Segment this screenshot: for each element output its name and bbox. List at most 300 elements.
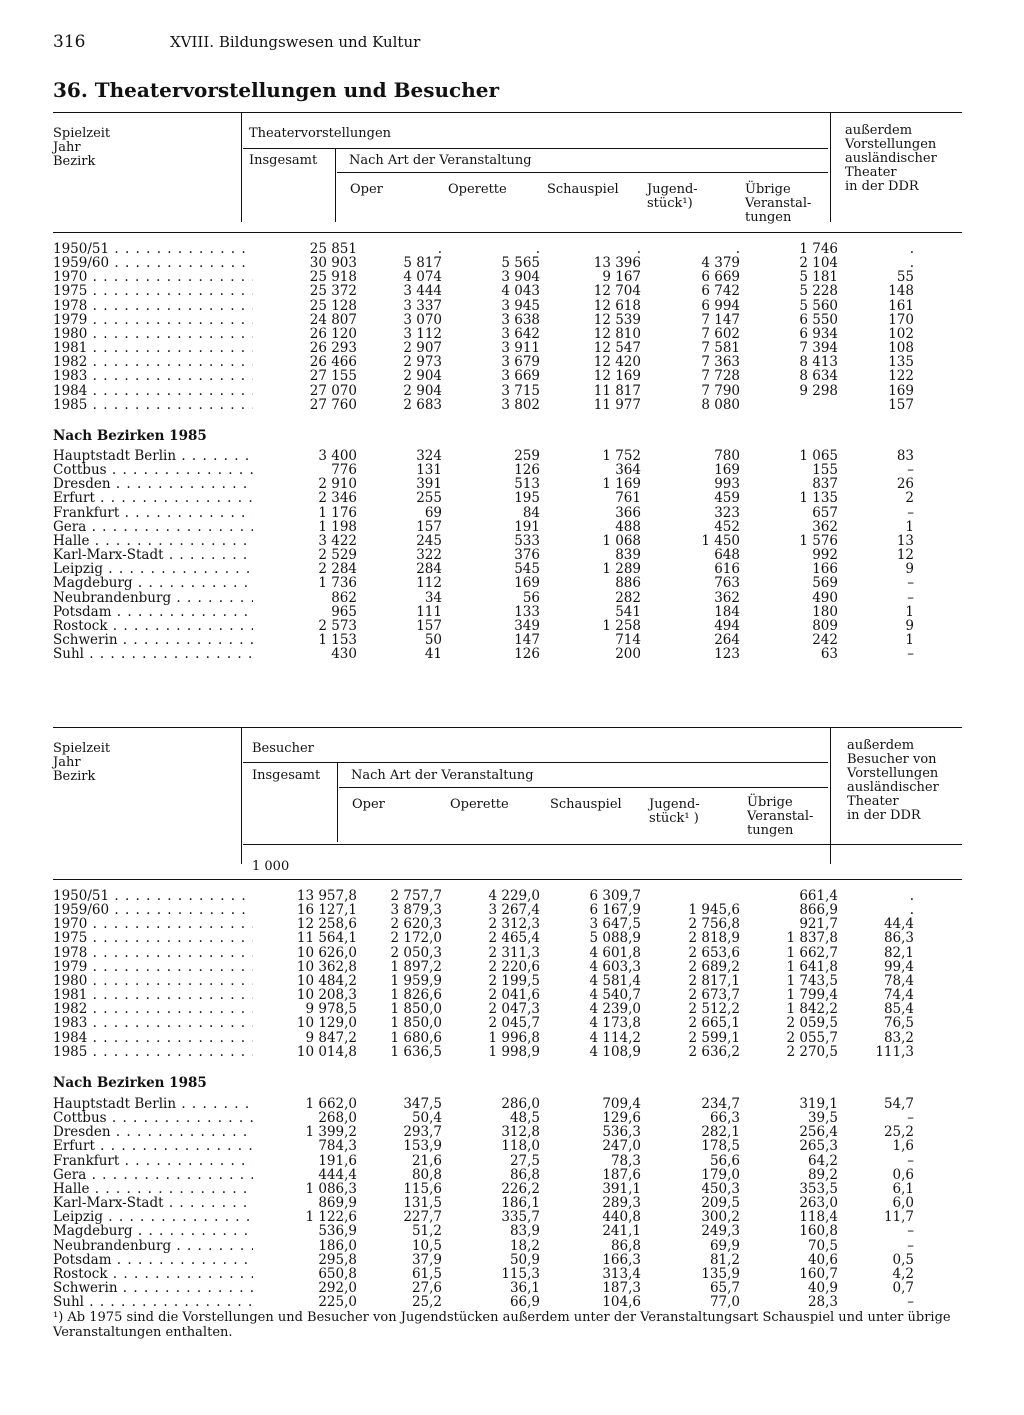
cell-value: 7 147	[701, 311, 740, 328]
cell-value: .	[735, 241, 740, 257]
cell-value: –	[907, 504, 914, 521]
cell-value: 1 153	[318, 631, 357, 648]
section-bezirke-1985: Nach Bezirken 1985	[53, 428, 207, 444]
table-row	[53, 917, 962, 931]
cell-value: 5 560	[799, 297, 838, 314]
cell-value: 0,7	[892, 1279, 914, 1296]
row-label: 1981 . . .	[53, 988, 253, 1002]
cell-value: 2 599,1	[688, 1029, 740, 1046]
cell-value: 10 208,3	[296, 987, 357, 1004]
cell-value: 3 879,3	[390, 902, 442, 919]
cell-value: 3 911	[501, 340, 540, 357]
cell-value: 187,3	[602, 1279, 641, 1296]
cell-value: 83,9	[509, 1223, 540, 1240]
cell-value: 459	[714, 490, 740, 507]
table-row	[53, 1139, 962, 1153]
cell-value: 77,0	[709, 1294, 740, 1311]
row-label: Suhl . . .	[53, 1295, 253, 1309]
cell-value: .	[909, 255, 914, 272]
cell-value: 366	[615, 504, 641, 521]
header-operette: Operette	[448, 182, 507, 197]
row-label: 1950/51 . . .	[53, 242, 253, 256]
cell-value: 2 312,3	[488, 916, 540, 933]
row-label: Neubrandenburg . . .	[53, 1239, 253, 1253]
cell-value: 709,4	[602, 1096, 641, 1112]
table-row	[53, 284, 962, 298]
cell-value: 1,6	[892, 1138, 914, 1155]
cell-value: 430	[331, 646, 357, 663]
cell-value: 69	[424, 504, 442, 521]
cell-value: 763	[714, 575, 740, 592]
cell-value: –	[907, 646, 914, 663]
cell-value: 264	[714, 631, 740, 648]
table-row	[53, 384, 962, 398]
cell-value: 226,2	[501, 1180, 540, 1197]
cell-value: 5 565	[501, 255, 540, 272]
cell-value: 784,3	[318, 1138, 357, 1155]
table-row	[53, 506, 962, 520]
cell-value: 157	[416, 518, 442, 535]
cell-value: 3 267,4	[488, 902, 540, 919]
cell-value: 450,3	[701, 1180, 740, 1197]
cell-value: 25 851	[309, 241, 357, 257]
cell-value: 249,3	[701, 1223, 740, 1240]
cell-value: 2 199,5	[488, 972, 540, 989]
section-bezirke-1985: Nach Bezirken 1985	[53, 1075, 207, 1091]
chapter-heading: XVIII. Bildungswesen und Kultur	[170, 33, 421, 51]
cell-value: 8 413	[799, 354, 838, 371]
cell-value: 1 959,9	[390, 972, 442, 989]
table-row	[53, 327, 962, 341]
cell-value: 56	[522, 589, 540, 606]
table-row	[53, 647, 962, 661]
cell-value: 809	[812, 617, 838, 634]
cell-value: 2 673,7	[688, 987, 740, 1004]
header-oper: Oper	[352, 797, 385, 812]
row-label: Potsdam . . .	[53, 1253, 253, 1267]
cell-value: 3 802	[501, 396, 540, 413]
cell-value: 3 679	[501, 354, 540, 371]
cell-value: 25 372	[309, 283, 357, 300]
row-label: Karl-Marx-Stadt . . .	[53, 1196, 253, 1210]
cell-value: 1 837,8	[786, 930, 838, 947]
row-label: Cottbus . . .	[53, 1111, 253, 1125]
cell-value: 1	[905, 631, 914, 648]
cell-value: 26 466	[309, 354, 357, 371]
row-label: Leipzig . . .	[53, 1210, 253, 1224]
row-label: 1979 . . .	[53, 313, 253, 327]
cell-value: 2 910	[318, 476, 357, 493]
cell-value: 209,5	[701, 1195, 740, 1212]
cell-value: 2 270,5	[786, 1043, 838, 1060]
cell-value: 3 337	[403, 297, 442, 314]
cell-value: 4 581,4	[589, 972, 641, 989]
cell-value: 74,4	[883, 987, 914, 1004]
cell-value: 85,4	[883, 1001, 914, 1018]
cell-value: 265,3	[799, 1138, 838, 1155]
cell-value: 41	[424, 646, 442, 663]
row-label: 1982 . . .	[53, 355, 253, 369]
cell-value: 1 752	[602, 448, 641, 464]
row-label: 1978 . . .	[53, 946, 253, 960]
cell-value: 1 636,5	[390, 1043, 442, 1060]
table-row	[53, 341, 962, 355]
cell-value: 186,0	[318, 1237, 357, 1254]
header-schauspiel: Schauspiel	[547, 182, 619, 197]
cell-value: 268,0	[318, 1110, 357, 1127]
cell-value: 135,9	[701, 1265, 740, 1282]
row-label: 1982 . . .	[53, 1002, 253, 1016]
cell-value: 69,9	[709, 1237, 740, 1254]
cell-value: 1 068	[602, 532, 641, 549]
row-label: Rostock . . .	[53, 619, 253, 633]
cell-value: 776	[331, 462, 357, 479]
cell-value: 3 647,5	[589, 916, 641, 933]
header-auslaendische: außerdem Besucher von Vorstellungen ausländischer Theater in der DDR	[847, 738, 939, 823]
cell-value: 8 634	[799, 368, 838, 385]
cell-value: 126	[514, 646, 540, 663]
table-row	[53, 591, 962, 605]
cell-value: 61,5	[411, 1265, 442, 1282]
row-label: 1975 . . .	[53, 931, 253, 945]
cell-value: 1 746	[799, 241, 838, 257]
cell-value: 4 229,0	[488, 888, 540, 904]
cell-value: 1 662,7	[786, 944, 838, 961]
cell-value: 1 641,8	[786, 958, 838, 975]
table-row	[53, 1111, 962, 1125]
cell-value: 7 363	[701, 354, 740, 371]
row-label: 1975 . . .	[53, 284, 253, 298]
cell-value: 7 581	[701, 340, 740, 357]
table-row	[53, 1210, 962, 1224]
row-label: 1978 . . .	[53, 299, 253, 313]
cell-value: 1 169	[602, 476, 641, 493]
header-jugendstueck: Jugend- stück¹)	[647, 182, 698, 211]
cell-value: 2 689,2	[688, 958, 740, 975]
table-row	[53, 946, 962, 960]
cell-value: 86,3	[883, 930, 914, 947]
cell-value: 1 576	[799, 532, 838, 549]
cell-value: 256,4	[799, 1124, 838, 1141]
cell-value: 225,0	[318, 1294, 357, 1311]
table-row	[53, 931, 962, 945]
table-row	[53, 491, 962, 505]
cell-value: 13 396	[593, 255, 641, 272]
cell-value: 112	[416, 575, 442, 592]
cell-value: 153,9	[403, 1138, 442, 1155]
cell-value: 26 120	[309, 325, 357, 342]
cell-value: 6 669	[701, 269, 740, 286]
cell-value: 25 918	[309, 269, 357, 286]
table-row	[53, 1125, 962, 1139]
cell-value: 13 957,8	[296, 888, 357, 904]
row-label: Potsdam . . .	[53, 605, 253, 619]
table-row	[53, 299, 962, 313]
cell-value: 661,4	[799, 888, 838, 904]
cell-value: 1 135	[799, 490, 838, 507]
cell-value: 54,7	[883, 1096, 914, 1112]
cell-value: 282,1	[701, 1124, 740, 1141]
row-label: Leipzig . . .	[53, 562, 253, 576]
cell-value: .	[909, 241, 914, 257]
cell-value: 2 683	[403, 396, 442, 413]
cell-value: 39,5	[807, 1110, 838, 1127]
cell-value: 2 757,7	[390, 888, 442, 904]
cell-value: 1 799,4	[786, 987, 838, 1004]
cell-value: 1 996,8	[488, 1029, 540, 1046]
cell-value: 362	[714, 589, 740, 606]
row-label: Magdeburg . . .	[53, 1224, 253, 1238]
row-label: 1980 . . .	[53, 974, 253, 988]
cell-value: 50	[424, 631, 442, 648]
cell-value: 862	[331, 589, 357, 606]
cell-value: 34	[424, 589, 442, 606]
cell-value: 0,5	[892, 1251, 914, 1268]
footnote: ¹) Ab 1975 sind die Vorstellungen und Besucher von Jugendstücken außerdem unter der Veranstaltungsart Schauspiel und unter übrige Veranstaltungen enthalten.	[53, 1310, 951, 1340]
table-row	[53, 1182, 962, 1196]
table-row	[53, 256, 962, 270]
cell-value: 187,6	[602, 1166, 641, 1183]
cell-value: .	[636, 241, 641, 257]
cell-value: 44,4	[883, 916, 914, 933]
cell-value: 2 818,9	[688, 930, 740, 947]
row-label: Dresden . . .	[53, 1125, 253, 1139]
cell-value: 4 074	[403, 269, 442, 286]
cell-value: 2 620,3	[390, 916, 442, 933]
cell-value: 26 293	[309, 340, 357, 357]
row-label: Hauptstadt Berlin . . .	[53, 449, 253, 463]
cell-value: 4 603,3	[589, 958, 641, 975]
cell-value: 25,2	[883, 1124, 914, 1141]
cell-value: –	[907, 1223, 914, 1240]
cell-value: 282	[615, 589, 641, 606]
table-row	[53, 960, 962, 974]
cell-value: 1 399,2	[305, 1124, 357, 1141]
row-label: Neubrandenburg . . .	[53, 591, 253, 605]
cell-value: 4 114,2	[589, 1029, 641, 1046]
cell-value: 13	[896, 532, 914, 549]
table-row	[53, 1253, 962, 1267]
cell-value: 650,8	[318, 1265, 357, 1282]
table-row	[53, 520, 962, 534]
cell-value: 48,5	[509, 1110, 540, 1127]
cell-value: 80,8	[411, 1166, 442, 1183]
cell-value: 131,5	[403, 1195, 442, 1212]
cell-value: 11,7	[883, 1209, 914, 1226]
cell-value: 347,5	[403, 1096, 442, 1112]
cell-value: 1 122,6	[305, 1209, 357, 1226]
row-label: 1984 . . .	[53, 384, 253, 398]
cell-value: 25,2	[411, 1294, 442, 1311]
cell-value: 50,9	[509, 1251, 540, 1268]
cell-value: 148	[888, 283, 914, 300]
cell-value: 1 743,5	[786, 972, 838, 989]
cell-value: 4 108,9	[589, 1043, 641, 1060]
cell-value: 12 539	[593, 311, 641, 328]
cell-value: 18,2	[509, 1237, 540, 1254]
cell-value: 965	[331, 603, 357, 620]
cell-value: 11 817	[593, 382, 641, 399]
cell-value: 84	[522, 504, 540, 521]
cell-value: 12 810	[593, 325, 641, 342]
cell-value: –	[907, 1152, 914, 1169]
cell-value: 10 014,8	[296, 1043, 357, 1060]
cell-value: 245	[416, 532, 442, 549]
cell-value: 64,2	[807, 1152, 838, 1169]
header-nach-art: Nach Art der Veranstaltung	[349, 153, 532, 168]
table-row	[53, 1002, 962, 1016]
cell-value: 3 444	[403, 283, 442, 300]
cell-value: 8 080	[701, 396, 740, 413]
cell-value: 155	[812, 462, 838, 479]
cell-value: 131	[416, 462, 442, 479]
cell-value: 1 998,9	[488, 1043, 540, 1060]
row-label: Karl-Marx-Stadt . . .	[53, 548, 253, 562]
cell-value: 5 088,9	[589, 930, 641, 947]
cell-value: 160,7	[799, 1265, 838, 1282]
cell-value: 27 070	[309, 382, 357, 399]
table-row	[53, 477, 962, 491]
cell-value: –	[907, 462, 914, 479]
row-label: 1979 . . .	[53, 960, 253, 974]
cell-value: 3 945	[501, 297, 540, 314]
table-row	[53, 313, 962, 327]
cell-value: 322	[416, 547, 442, 564]
row-label: 1981 . . .	[53, 341, 253, 355]
cell-value: 10 362,8	[296, 958, 357, 975]
cell-value: 2 050,3	[390, 944, 442, 961]
cell-value: 1	[905, 603, 914, 620]
cell-value: 76,5	[883, 1015, 914, 1032]
cell-value: 837	[812, 476, 838, 493]
cell-value: 2 665,1	[688, 1015, 740, 1032]
cell-value: 2 311,3	[488, 944, 540, 961]
cell-value: 12 169	[593, 368, 641, 385]
cell-value: 353,5	[799, 1180, 838, 1197]
cell-value: 2 653,6	[688, 944, 740, 961]
cell-value: 7 790	[701, 382, 740, 399]
cell-value: 444,4	[318, 1166, 357, 1183]
table-row	[53, 270, 962, 284]
cell-value: 126	[514, 462, 540, 479]
cell-value: 1 850,0	[390, 1001, 442, 1018]
cell-value: 3 642	[501, 325, 540, 342]
cell-value: 30 903	[309, 255, 357, 272]
cell-value: 1 680,6	[390, 1029, 442, 1046]
cell-value: 2 220,6	[488, 958, 540, 975]
cell-value: 300,2	[701, 1209, 740, 1226]
cell-value: 9 167	[602, 269, 641, 286]
cell-value: 1 945,6	[688, 902, 740, 919]
cell-value: 289,3	[602, 1195, 641, 1212]
cell-value: 16 127,1	[296, 902, 357, 919]
table-row	[53, 1097, 962, 1111]
cell-value: 1 198	[318, 518, 357, 535]
cell-value: 50,4	[411, 1110, 442, 1127]
cell-value: 2 817,1	[688, 972, 740, 989]
cell-value: 122	[888, 368, 914, 385]
cell-value: 27,6	[411, 1279, 442, 1296]
cell-value: 2 973	[403, 354, 442, 371]
cell-value: 160,8	[799, 1223, 838, 1240]
table-row	[53, 1224, 962, 1238]
table-row	[53, 1168, 962, 1182]
cell-value: 2	[905, 490, 914, 507]
cell-value: 111	[416, 603, 442, 620]
cell-value: 513	[514, 476, 540, 493]
cell-value: 10 626,0	[296, 944, 357, 961]
cell-value: 4 239,0	[589, 1001, 641, 1018]
cell-value: 284	[416, 561, 442, 578]
cell-value: 533	[514, 532, 540, 549]
cell-value: 6 550	[799, 311, 838, 328]
cell-value: 1	[905, 518, 914, 535]
cell-value: 12 547	[593, 340, 641, 357]
cell-value: 1 176	[318, 504, 357, 521]
cell-value: 4 173,8	[589, 1015, 641, 1032]
cell-value: 24 807	[309, 311, 357, 328]
cell-value: 11 564,1	[296, 930, 357, 947]
table-row	[53, 355, 962, 369]
cell-value: 2 904	[403, 382, 442, 399]
row-label: Frankfurt . . .	[53, 506, 253, 520]
cell-value: 247,0	[602, 1138, 641, 1155]
cell-value: 6 934	[799, 325, 838, 342]
cell-value: 82,1	[883, 944, 914, 961]
cell-value: 869,9	[318, 1195, 357, 1212]
cell-value: 12 258,6	[296, 916, 357, 933]
row-label: 1980 . . .	[53, 327, 253, 341]
cell-value: 115,6	[403, 1180, 442, 1197]
cell-value: 4,2	[892, 1265, 914, 1282]
cell-value: 536,3	[602, 1124, 641, 1141]
cell-value: 157	[416, 617, 442, 634]
cell-value: 324	[416, 448, 442, 464]
cell-value: 993	[714, 476, 740, 493]
cell-value: 761	[615, 490, 641, 507]
cell-value: 3 422	[318, 532, 357, 549]
row-label: Suhl . . .	[53, 647, 253, 661]
cell-value: 195	[514, 490, 540, 507]
table-row	[53, 1281, 962, 1295]
cell-value: 1 086,3	[305, 1180, 357, 1197]
cell-value: 2 756,8	[688, 916, 740, 933]
cell-value: 263,0	[799, 1195, 838, 1212]
cell-value: 10 484,2	[296, 972, 357, 989]
cell-value: 21,6	[411, 1152, 442, 1169]
cell-value: 9 978,5	[305, 1001, 357, 1018]
cell-value: 2 907	[403, 340, 442, 357]
cell-value: 12 420	[593, 354, 641, 371]
cell-value: 293,7	[403, 1124, 442, 1141]
table-row	[53, 1031, 962, 1045]
row-label: Hauptstadt Berlin . . .	[53, 1097, 253, 1111]
cell-value: 227,7	[403, 1209, 442, 1226]
cell-value: 886	[615, 575, 641, 592]
header-operette: Operette	[450, 797, 509, 812]
cell-value: –	[907, 589, 914, 606]
cell-value: 1 065	[799, 448, 838, 464]
cell-value: 1 662,0	[305, 1096, 357, 1112]
cell-value: 157	[888, 396, 914, 413]
row-label: Frankfurt . . .	[53, 1154, 253, 1168]
table-row	[53, 1196, 962, 1210]
cell-value: 7 728	[701, 368, 740, 385]
cell-value: 657	[812, 504, 838, 521]
cell-value: 2 573	[318, 617, 357, 634]
cell-value: 391,1	[602, 1180, 641, 1197]
cell-value: 6 167,9	[589, 902, 641, 919]
